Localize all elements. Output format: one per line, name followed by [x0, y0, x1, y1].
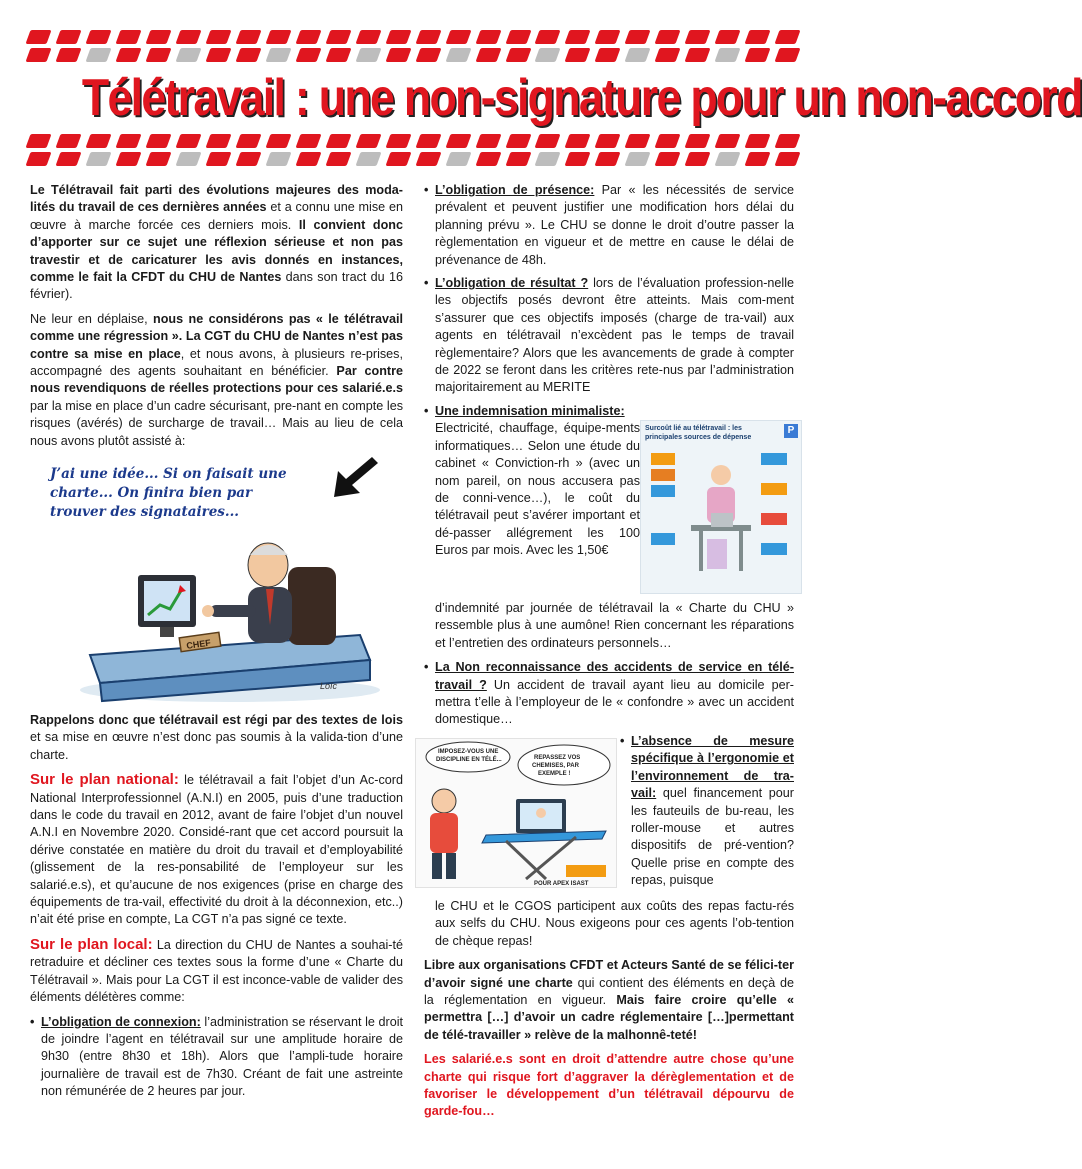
stripe-dash — [145, 48, 171, 62]
bullet-ergonomie: • L’absence de mesure spécifique à l’ergonomie et l’environnement de tra-vail: quel financement pour les fauteuils de bu-reau, les roller-mouse et autres dispositifs de pré-vention? Quelle prise en compte des repas, puisque — [620, 733, 794, 890]
stripe-row-top2 — [28, 48, 798, 62]
stripe-dash — [115, 152, 141, 166]
stripe-dash — [25, 134, 51, 148]
ironing-drawing — [416, 739, 616, 887]
stripe-dash — [385, 48, 411, 62]
stripe-dash — [25, 30, 51, 44]
stripe-dash — [385, 134, 411, 148]
stripe-dash — [475, 134, 501, 148]
stripe-dash — [205, 48, 231, 62]
cartoon-speech-text: J’ai une idée... Si on faisait une charte... On finira bien par trouver des signataires... — [50, 466, 287, 520]
stripe-dash — [25, 152, 51, 166]
stripe-dash — [85, 30, 111, 44]
stripe-dash — [595, 134, 621, 148]
svg-text:EXEMPLE !: EXEMPLE ! — [538, 771, 571, 777]
left-column-top — [30, 182, 403, 457]
stripe-dash — [685, 30, 711, 44]
stripe-dash — [25, 48, 51, 62]
position-paragraph: Ne leur en déplaise, nous ne considérons pas « le télétravail comme une régression ». La CGT du CHU de Nantes n’est pas contre sa mise en place, et nous avons, à plusieurs re-prises, accompagné des agents souhaitant en bénéficier. Par contre nous revendiquons de réelles protections pour ces salarié.e.s par la mise en place d’un cadre sécurisant, pre-nant en compte les risques (avérés) de surcharge de travail… Mais au lieu de cela nous avons plutôt assisté à: — [30, 311, 404, 448]
right-column-ergonomics — [620, 733, 794, 896]
stripe-dash — [625, 134, 651, 148]
stripe-dash — [55, 48, 81, 62]
stripe-dash — [655, 134, 681, 148]
stripe-dash — [415, 134, 441, 148]
stripe-dash — [745, 152, 771, 166]
stripe-dash — [715, 30, 741, 44]
infographic-badge: P — [784, 424, 798, 438]
svg-text:IMPOSEZ-VOUS UNE: IMPOSEZ-VOUS UNE — [438, 749, 499, 755]
stripe-dash — [295, 134, 321, 148]
cartoon-ironing-illustration — [415, 738, 617, 888]
stripe-dash — [505, 152, 531, 166]
chef-sign-text: CHEF — [185, 637, 212, 651]
stripe-dash — [265, 152, 291, 166]
stripe-dash — [355, 134, 381, 148]
stripe-dash — [265, 134, 291, 148]
boss-drawing — [30, 455, 380, 707]
stripe-dash — [85, 134, 111, 148]
stripe-dash — [325, 134, 351, 148]
stripe-dash — [295, 48, 321, 62]
stripe-dash — [655, 48, 681, 62]
bullet-accidents: • La Non reconnaissance des accidents de service en télé-travail ? Un accident de travail ayant lieu au domicile per-mettra t’elle à l’employeur de le « confondre » avec un accident domestique… — [424, 659, 794, 729]
stripe-dash — [475, 30, 501, 44]
conclusion-paragraph: Les salarié.e.s sont en droit d’attendre autre chose qu’une charte qui risque fort d’aggraver la dérèglementation et de favoriser le développement d’un télétravail dépourvu de garde-fou… — [424, 1052, 794, 1119]
stripe-dash — [205, 30, 231, 44]
stripe-dash — [115, 134, 141, 148]
stripe-dash — [475, 152, 501, 166]
infographic-drawing — [641, 443, 801, 593]
stripe-dash — [295, 152, 321, 166]
stripe-dash — [355, 152, 381, 166]
stripe-dash — [175, 48, 201, 62]
stripe-dash — [235, 30, 261, 44]
cartoon2-credit: POUR APEX ISAST — [534, 881, 589, 887]
right-column-bottom — [424, 898, 794, 1128]
stripe-dash — [565, 134, 591, 148]
stripe-dash — [385, 152, 411, 166]
stripe-dash — [775, 134, 801, 148]
stripe-dash — [745, 134, 771, 148]
stripe-dash — [55, 30, 81, 44]
title-banner — [28, 28, 1082, 168]
local-paragraph: Sur le plan local: La direction du CHU de Nantes a souhai-té retraduire et décliner ces textes sous la forme d’une « Charte du Télétravail ». Mais pour La CGT il est inconce-vable de valider des éléments délétères comme: — [30, 935, 403, 1005]
stripe-dash — [475, 48, 501, 62]
stripe-dash — [505, 48, 531, 62]
national-paragraph: Sur le plan national: le télétravail a fait l’objet d’un Ac-cord National Interprofessionnel (A.N.I) en 2005, puis d’une traduction dans le code du travail en 2012, avant de faire l’objet d’un nouvel A.N.I en Novembre 2020. Considé-rant que cet accord poursuit la dérive constatée en matière du droit du travail et d’employabilité (glissement de la res-ponsabilité de l’employeur sur les salarié.e.s), et qu’aucune de nos exigences (prise en charge des équipements de tra-vail, effectivité du droit à la déconnexion, etc..) n’ait été prise en compte, La CGT n’a pas signé ce texte. — [30, 771, 403, 927]
stripe-dash — [145, 152, 171, 166]
stripe-dash — [445, 30, 471, 44]
stripe-dash — [565, 152, 591, 166]
stripe-dash — [235, 48, 261, 62]
stripe-row-bottom2 — [28, 152, 798, 166]
stripe-dash — [325, 152, 351, 166]
stripe-dash — [265, 30, 291, 44]
stripe-dash — [175, 134, 201, 148]
cost-infographic — [640, 420, 802, 594]
right-column-middle — [424, 600, 794, 735]
cartoon-artist-signature: Loïc — [320, 681, 338, 691]
stripe-dash — [535, 134, 561, 148]
stripe-dash — [85, 48, 111, 62]
stripe-dash — [655, 30, 681, 44]
stripe-dash — [565, 48, 591, 62]
stripe-dash — [685, 134, 711, 148]
cfdt-paragraph: Libre aux organisations CFDT et Acteurs Santé de se félici-ter d’avoir signé une charte qui contient des éléments en deçà de la réglementation en vigueur. Mais faire croire qu’elle « permettra […] d’avoir un cadre réglementaire […]permettant de télé-travailler » relève de la malhonnê-teté! — [424, 958, 795, 1042]
laws-paragraph: Rappelons donc que télétravail est régi par des textes de lois et sa mise en œuvre n’est donc pas soumis à la valida-tion d’une charte. — [30, 713, 403, 762]
stripe-dash — [745, 30, 771, 44]
bullet-presence: • L’obligation de présence: Par « les nécessités de service prévalent et peuvent justifier une modification hors délai du planning prévu ». Le CHU se donne le droit d’outre passer la règlementation en vigueur et de mettre en cause le délai de prévenance de 48h. — [424, 182, 794, 269]
stripe-dash — [595, 152, 621, 166]
stripe-dash — [775, 30, 801, 44]
cartoon-boss-illustration — [30, 455, 380, 707]
stripe-dash — [325, 48, 351, 62]
stripe-dash — [235, 134, 261, 148]
stripe-dash — [715, 134, 741, 148]
stripe-dash — [625, 48, 651, 62]
stripe-dash — [625, 30, 651, 44]
stripe-dash — [355, 30, 381, 44]
stripe-dash — [775, 48, 801, 62]
intro-paragraph: Le Télétravail fait parti des évolutions majeures des moda-lités du travail de ces dernières années et a connu une mise en œuvre à marche forcée ces derniers mois. Il convient donc d’apporter sur ce sujet une réflexion sérieuse et non pas travestir et de caricaturer les avis donnés en instances, comme le fait la CFDT du CHU de Nantes dans son tract du 16 février). — [30, 183, 403, 302]
stripe-dash — [685, 48, 711, 62]
svg-text:CHEMISES, PAR: CHEMISES, PAR — [532, 763, 579, 769]
stripe-dash — [715, 152, 741, 166]
stripe-dash — [295, 30, 321, 44]
stripe-dash — [685, 152, 711, 166]
page-title: Télétravail : une non-signature pour un non-accord — [81, 69, 1082, 127]
stripe-dash — [655, 152, 681, 166]
bullet-connexion: • L’obligation de connexion: l’administration se réservant le droit de joindre l’agent en télétravail sur une amplitude horaire de 9h30 (entre 8h30 et 18h). Alors que l’ampli-tude horaire journalière de travail est de 7h30. Créant de fait une astreinte non rémunérée de 2 heures par jour. — [30, 1014, 403, 1101]
stripe-dash — [355, 48, 381, 62]
stripe-dash — [415, 30, 441, 44]
stripe-dash — [445, 134, 471, 148]
ergonomie-continuation: le CHU et le CGOS participent aux coûts des repas factu-rés aux selfs du CHU. Nous exigeons pour ces agents l’ob-tention de chèque repas! — [435, 899, 794, 948]
stripe-dash — [115, 48, 141, 62]
stripe-dash — [325, 30, 351, 44]
stripe-dash — [55, 134, 81, 148]
stripe-dash — [745, 48, 771, 62]
stripe-dash — [175, 152, 201, 166]
stripe-dash — [145, 134, 171, 148]
stripe-dash — [715, 48, 741, 62]
stripe-dash — [145, 30, 171, 44]
stripe-dash — [505, 134, 531, 148]
indemnisation-continuation: d’indemnité par journée de télétravail la « Charte du CHU » ressemble plus à une aumône! Rien concernant les réparations et l’entretien des ordinateurs personnels… — [435, 601, 794, 650]
stripe-dash — [265, 48, 291, 62]
stripe-dash — [205, 152, 231, 166]
stripe-row-top — [28, 30, 798, 44]
stripe-dash — [445, 152, 471, 166]
stripe-row-bottom — [28, 134, 798, 148]
stripe-dash — [55, 152, 81, 166]
svg-text:DISCIPLINE EN TÉLÉ...: DISCIPLINE EN TÉLÉ... — [436, 757, 502, 763]
stripe-dash — [535, 48, 561, 62]
stripe-dash — [415, 152, 441, 166]
bullet-indemnisation: • Une indemnisation minimaliste: Electricité, chauffage, équipe-ments informatiques… Selon une étude du cabinet « Conviction-rh » (avec un nom pareil, on nous accusera pas de conni-vence…), le coût du télétravail peut s’avérer important et dé-passer allégrement les 100 Euros par mois. Avec les 1,50€ — [424, 403, 640, 560]
stripe-dash — [535, 30, 561, 44]
stripe-dash — [115, 30, 141, 44]
stripe-dash — [385, 30, 411, 44]
infographic-title: Surcoût lié au télétravail : les principales sources de dépense — [645, 425, 752, 441]
bullet-resultat: • L’obligation de résultat ? lors de l’évaluation profession-nelle les objectifs posés devront être atteints. Mais com-ment s’assurer que ces objectifs imposés (charge de tra-vail) aux agents en télétravail n’excèdent pas le temps de travail règlementaire? Alors que les avancements de grade à compter de 2022 se feront dans les critères rete-nus par l’administration majoritairement au MERITE — [424, 275, 794, 397]
stripe-dash — [775, 152, 801, 166]
stripe-dash — [205, 134, 231, 148]
stripe-dash — [625, 152, 651, 166]
left-column-bottom — [30, 712, 403, 1107]
stripe-dash — [505, 30, 531, 44]
stripe-dash — [565, 30, 591, 44]
stripe-dash — [85, 152, 111, 166]
stripe-dash — [235, 152, 261, 166]
stripe-dash — [535, 152, 561, 166]
stripe-dash — [415, 48, 441, 62]
stripe-dash — [595, 30, 621, 44]
stripe-dash — [175, 30, 201, 44]
stripe-dash — [445, 48, 471, 62]
svg-text:REPASSEZ VOS: REPASSEZ VOS — [534, 755, 581, 761]
stripe-dash — [595, 48, 621, 62]
